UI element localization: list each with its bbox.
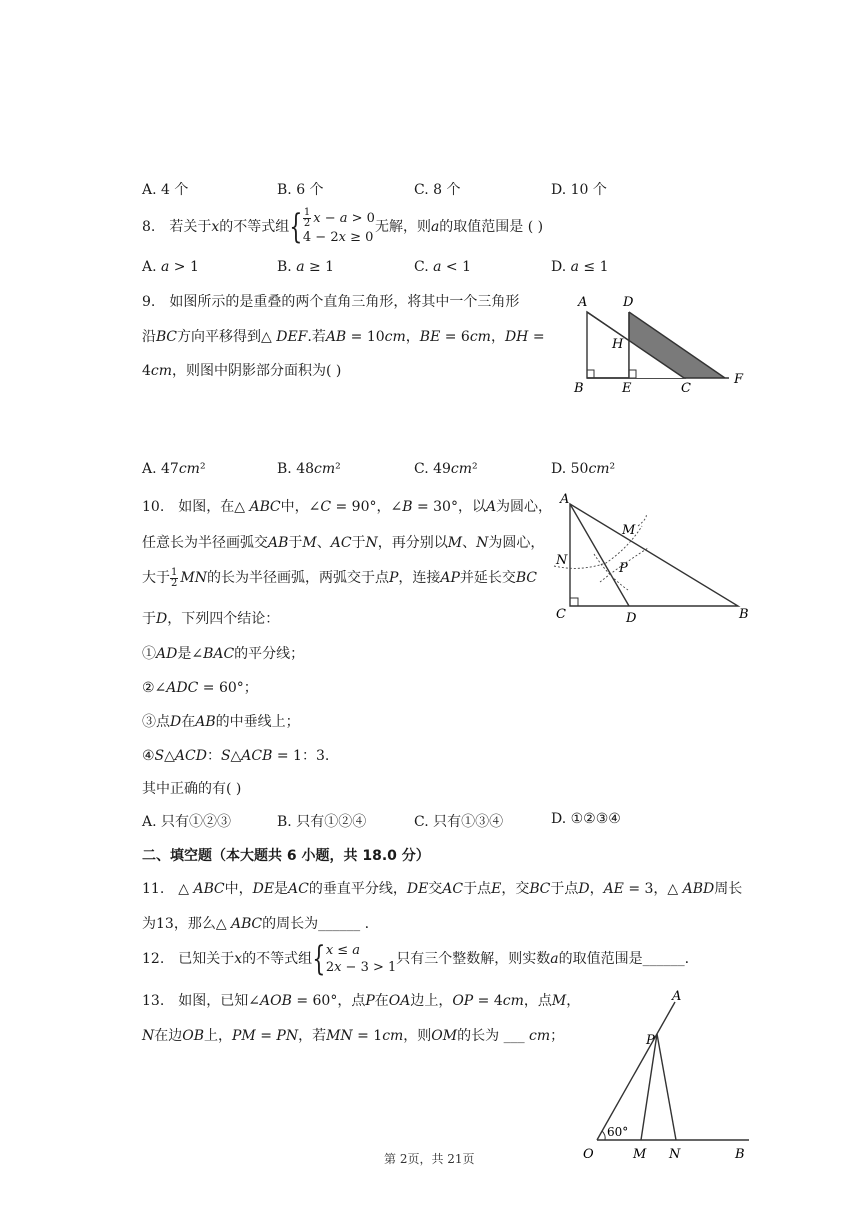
q10-label-d: D	[626, 611, 637, 625]
q10-line3: 大于 $\frac{1}{2}$ 𝑀𝑁的长为半径画弧，两弧交于点𝑃，连接𝐴𝑃并延长交𝐵𝐶	[142, 566, 537, 589]
q10-label-n: N	[556, 553, 568, 568]
q12-row2: 2𝑥 − 3 > 1	[325, 960, 397, 975]
q12-number: 12.	[142, 951, 165, 967]
q10-conclusion-4: ④𝑆△𝐴𝐶𝐷：𝑆△𝐴𝐶𝐵 = 1：3.	[142, 748, 330, 764]
q9-label-d: D	[623, 295, 634, 310]
q9-figure	[570, 290, 755, 396]
q9-line2: 沿𝐵𝐶方向平移得到△ 𝐷𝐸𝐹.若𝐴𝐵 = 10𝑐𝑚，𝐵𝐸 = 6𝑐𝑚，𝐷𝐻 =	[142, 329, 545, 345]
q8-fraction: $\frac{1}{2}$	[303, 207, 311, 229]
q10-label-c: C	[556, 607, 566, 622]
q9-number: 9.	[142, 294, 156, 310]
q8-number: 8.	[142, 219, 156, 235]
q10-bisector-ad	[570, 504, 629, 606]
q9-label-f: F	[734, 372, 744, 387]
q10-conclusion-2: ②∠𝐴𝐷𝐶 = 60°；	[142, 680, 258, 696]
q10-label-m: M	[622, 523, 636, 538]
q8-option-a: A. 𝑎 > 1	[142, 259, 199, 275]
q10-number: 10.	[142, 499, 165, 515]
q13-figure	[575, 988, 760, 1164]
q10-question: 其中正确的有( )	[142, 781, 242, 797]
q8-row2: 4 − 2𝑥 ≥ 0	[302, 230, 374, 245]
q8-stem	[142, 208, 543, 246]
q10-conclusion-3: ③点𝐷在𝐴𝐵的中垂线上；	[142, 714, 300, 730]
q10-option-a: A. 只有①②③	[142, 814, 232, 830]
q13-number: 13.	[142, 993, 165, 1009]
q10-option-c: C. 只有①③④	[414, 814, 504, 830]
q12-stem: 12. 已知关于𝑥的不等式组{ 𝑥 ≤ 𝑎 2𝑥 − 3 > 1 只有三个整数解，则实数𝑎的取值范围是______.	[142, 939, 690, 979]
q12-row1: 𝑥 ≤ 𝑎	[325, 943, 361, 958]
q9-option-c: C. 49𝑐𝑚²	[414, 461, 478, 477]
q10-fraction: $\frac{1}{2}$	[171, 566, 178, 589]
section-2-title: 二、填空题（本大题共 6 小题，共 18.0 分）	[142, 848, 430, 864]
q13-label-a: A	[672, 989, 682, 1004]
q10-label-a: A	[560, 492, 570, 507]
q8-row1: 𝑥 − 𝑎 > 0	[313, 211, 375, 226]
q12-system	[326, 942, 396, 976]
q10-line1: 10. 如图，在△ 𝐴𝐵𝐶中，∠𝐶 = 90°，∠𝐵 = 30°，以𝐴为圆心，	[142, 499, 553, 515]
q10-option-b: B. 只有①②④	[277, 814, 367, 830]
q10-figure	[550, 490, 760, 625]
q11-line1: 11. △ 𝐴𝐵𝐶中，𝐷𝐸是𝐴𝐶的垂直平分线，𝐷𝐸交𝐴𝐶于点𝐸，交𝐵𝐶于点𝐷，𝐴𝐸 = 3，△ 𝐴𝐵𝐷周长	[142, 881, 743, 897]
q7-option-d: D. 10 个	[551, 182, 607, 198]
q7-option-a: A. 4 个	[142, 182, 189, 198]
q11-number: 11.	[142, 881, 165, 897]
q9-label-b: B	[574, 381, 584, 396]
q10-label-p: P	[619, 561, 628, 576]
q11-line2: 为13，那么△ 𝐴𝐵𝐶的周长为______ .	[142, 916, 370, 932]
q9-line1: 9. 如图所示的是重叠的两个直角三角形，将其中一个三角形	[142, 294, 520, 310]
q13-label-m: M	[633, 1147, 647, 1162]
q13-segment-pn	[657, 1034, 676, 1140]
q13-label-n: N	[669, 1147, 681, 1162]
q9-line3: 4𝑐𝑚，则图中阴影部分面积为( )	[142, 363, 342, 379]
q8-system	[303, 208, 375, 246]
q8-pre: 若关于𝑥的不等式组	[169, 219, 290, 235]
q9-option-d: D. 50𝑐𝑚²	[551, 461, 616, 477]
q9-label-c: C	[681, 381, 691, 396]
q13-line2: 𝑁在边𝑂𝐵上，𝑃𝑀 = 𝑃𝑁，若𝑀𝑁 = 1𝑐𝑚，则𝑂𝑀的长为 ___ 𝑐𝑚；	[142, 1028, 565, 1044]
q10-triangle	[570, 504, 738, 606]
q10-option-d: D. ①②③④	[551, 811, 621, 827]
q9-label-e: E	[622, 381, 632, 396]
q9-label-h: H	[612, 337, 624, 352]
q9-option-a: A. 47𝑐𝑚²	[142, 461, 206, 477]
q10-label-b: B	[739, 607, 749, 622]
q13-label-p: P	[646, 1033, 655, 1048]
q9-label-a: A	[578, 295, 588, 310]
q10-line4: 于𝐷，下列四个结论：	[142, 611, 280, 627]
q13-segment-pm	[641, 1034, 657, 1140]
q8-brace: {	[289, 207, 303, 247]
q13-label-b: B	[735, 1147, 745, 1162]
q8-option-d: D. 𝑎 ≤ 1	[551, 259, 609, 275]
q8-post: 无解，则𝑎的取值范围是 ( )	[374, 219, 544, 235]
q7-option-b: B. 6 个	[277, 182, 324, 198]
q10-conclusion-1: ①𝐴𝐷是∠𝐵𝐴𝐶的平分线；	[142, 646, 305, 662]
q7-option-c: C. 8 个	[414, 182, 461, 198]
q10-line2: 任意长为半径画弧交𝐴𝐵于𝑀、𝐴𝐶于𝑁，再分别以𝑀、𝑁为圆心，	[142, 535, 545, 551]
page-footer: 第 2页，共 21页	[384, 1152, 475, 1166]
q8-option-c: C. 𝑎 < 1	[414, 259, 471, 275]
q13-angle-label: 60°	[607, 1125, 629, 1139]
q13-label-o: O	[583, 1147, 594, 1162]
q9-option-b: B. 48𝑐𝑚²	[277, 461, 341, 477]
q12-brace: {	[312, 939, 326, 979]
q13-line1: 13. 如图，已知∠𝐴𝑂𝐵 = 60°，点𝑃在𝑂𝐴边上，𝑂𝑃 = 4𝑐𝑚，点𝑀，	[142, 993, 581, 1009]
q8-option-b: B. 𝑎 ≥ 1	[277, 259, 335, 275]
